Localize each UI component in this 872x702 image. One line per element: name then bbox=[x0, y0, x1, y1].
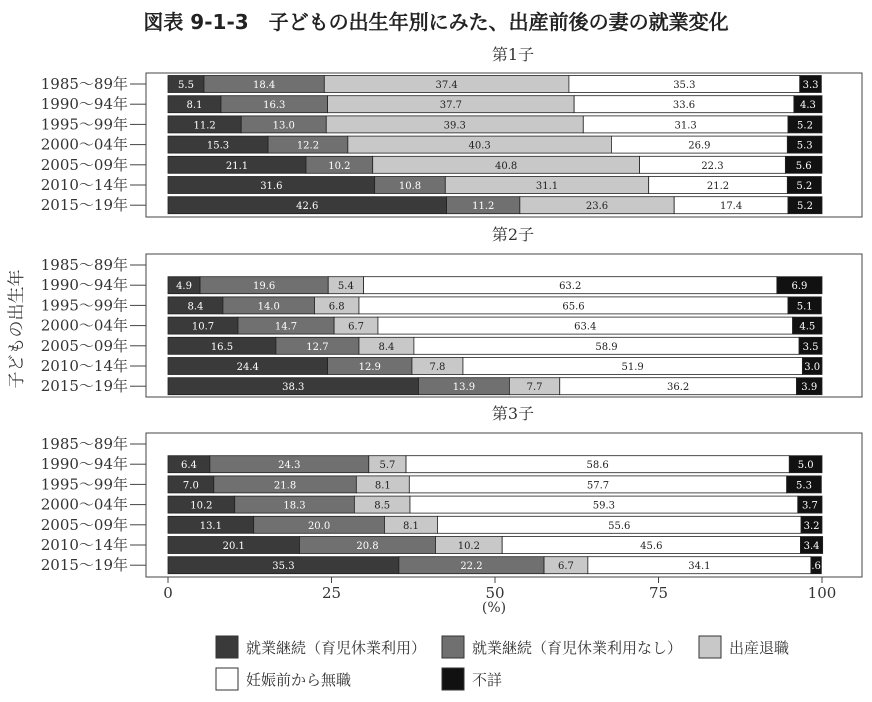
legend-swatch-continued_no_leave bbox=[442, 636, 464, 658]
data-label: 5.4 bbox=[337, 281, 354, 293]
data-label: 31.3 bbox=[674, 120, 697, 132]
data-label: 6.7 bbox=[348, 321, 364, 333]
legend-label: 妊娠前から無職 bbox=[246, 671, 352, 689]
category-label: 1985〜89年 bbox=[40, 256, 128, 274]
data-label: 5.7 bbox=[379, 460, 396, 472]
panel-1 bbox=[41, 45, 862, 217]
data-label: 59.3 bbox=[592, 500, 616, 512]
data-label: 11.2 bbox=[193, 120, 216, 132]
data-label: 24.4 bbox=[236, 362, 259, 373]
data-label: 37.7 bbox=[439, 100, 462, 112]
data-label: 13.1 bbox=[199, 520, 222, 532]
data-label: 42.6 bbox=[296, 201, 319, 213]
data-label: 6.7 bbox=[558, 561, 574, 573]
panel-title: 第3子 bbox=[491, 404, 535, 423]
data-label: 5.0 bbox=[797, 460, 814, 472]
category-label: 1995〜99年 bbox=[40, 296, 128, 315]
data-label: 16.3 bbox=[263, 100, 286, 112]
category-label: 1990〜94年 bbox=[40, 276, 128, 295]
data-label: 20.1 bbox=[222, 541, 245, 552]
data-label: 10.2 bbox=[190, 500, 213, 512]
data-label: 3.3 bbox=[802, 80, 819, 91]
panel-title: 第2子 bbox=[491, 225, 535, 244]
data-label: 10.8 bbox=[398, 181, 422, 192]
data-label: 40.3 bbox=[468, 140, 491, 152]
data-label: 3.5 bbox=[802, 341, 819, 353]
data-label: 33.6 bbox=[672, 100, 696, 112]
data-label: 7.7 bbox=[526, 382, 543, 394]
data-label: 4.3 bbox=[799, 100, 816, 112]
panel-title: 第1子 bbox=[491, 45, 535, 64]
x-axis-title: (%) bbox=[481, 600, 507, 616]
data-label: 8.5 bbox=[374, 500, 391, 512]
data-label: 8.4 bbox=[187, 301, 204, 313]
data-label: 15.3 bbox=[206, 140, 230, 152]
data-label: 20.8 bbox=[356, 541, 379, 552]
data-label: 10.7 bbox=[191, 321, 215, 333]
legend bbox=[216, 636, 789, 690]
legend-swatch-continued_leave bbox=[216, 636, 238, 658]
data-label: 63.4 bbox=[574, 321, 597, 333]
category-label: 1985〜89年 bbox=[40, 435, 128, 453]
data-label: 26.9 bbox=[688, 140, 711, 152]
data-label: 8.1 bbox=[403, 520, 419, 532]
data-label: 23.6 bbox=[585, 201, 609, 213]
data-label: 3.0 bbox=[804, 362, 821, 373]
category-label: 2005〜09年 bbox=[40, 515, 128, 534]
data-label: 16.5 bbox=[210, 341, 234, 353]
data-label: 19.6 bbox=[253, 281, 276, 293]
category-label: 2010〜14年 bbox=[40, 357, 128, 375]
data-label: 8.4 bbox=[378, 341, 395, 353]
chart-title: 図表 9-1-3 子どもの出生年別にみた、出産前後の妻の就業変化 bbox=[143, 10, 729, 34]
x-tick-label: 100 bbox=[807, 584, 837, 602]
y-axis-title: 子どもの出生年 bbox=[7, 269, 27, 389]
legend-swatch-quit_birth bbox=[699, 636, 721, 658]
data-label: 5.2 bbox=[797, 120, 813, 132]
category-label: 1995〜99年 bbox=[40, 475, 128, 494]
data-label: 14.7 bbox=[274, 321, 298, 333]
data-label: 14.0 bbox=[257, 301, 280, 313]
data-label: 5.5 bbox=[178, 80, 194, 91]
data-label: 3.2 bbox=[803, 520, 820, 532]
data-label: 10.2 bbox=[457, 541, 480, 552]
data-label: 5.3 bbox=[796, 480, 812, 492]
data-label: 31.1 bbox=[535, 181, 559, 192]
data-label: 13.0 bbox=[272, 120, 295, 132]
category-label: 2015〜19年 bbox=[40, 556, 128, 575]
data-label: 7.0 bbox=[182, 480, 199, 492]
data-label: 65.6 bbox=[562, 301, 585, 313]
data-label: 12.7 bbox=[306, 341, 329, 353]
category-label: 2005〜09年 bbox=[40, 336, 128, 355]
data-label: 51.9 bbox=[621, 362, 644, 373]
data-label: 3.4 bbox=[803, 541, 820, 552]
data-label: 12.2 bbox=[296, 140, 320, 152]
data-label: 57.7 bbox=[586, 480, 610, 492]
legend-swatch-no_job_before bbox=[216, 668, 238, 690]
data-label: 58.9 bbox=[595, 341, 618, 353]
data-label: 5.2 bbox=[797, 201, 813, 213]
category-label: 2005〜09年 bbox=[40, 155, 128, 174]
data-label: 40.8 bbox=[494, 160, 518, 172]
category-label: 1990〜94年 bbox=[40, 455, 128, 474]
data-label: 11.2 bbox=[472, 201, 495, 213]
category-label: 2010〜14年 bbox=[40, 176, 128, 194]
data-label: 7.8 bbox=[429, 362, 446, 373]
data-label: 22.2 bbox=[460, 561, 483, 573]
legend-swatch-unknown bbox=[442, 668, 464, 690]
data-label: 20.0 bbox=[307, 520, 331, 532]
data-label: 21.8 bbox=[273, 480, 297, 492]
data-label: 18.3 bbox=[283, 500, 306, 512]
data-label: 4.9 bbox=[176, 281, 192, 293]
category-label: 2015〜19年 bbox=[40, 196, 128, 215]
data-label: 4.5 bbox=[799, 321, 816, 333]
data-label: 35.3 bbox=[272, 561, 295, 573]
data-label: 5.3 bbox=[796, 140, 813, 152]
data-label: 6.8 bbox=[328, 301, 345, 313]
data-label: 3.9 bbox=[801, 382, 818, 394]
legend-label: 不詳 bbox=[472, 671, 503, 689]
data-label: 3.7 bbox=[801, 500, 818, 512]
data-label: 5.1 bbox=[796, 301, 813, 313]
data-label: 10.2 bbox=[328, 160, 351, 172]
legend-label: 就業継続（育児休業利用なし） bbox=[472, 639, 683, 657]
data-label: 13.9 bbox=[452, 382, 476, 394]
data-label: 5.6 bbox=[795, 160, 812, 172]
x-tick-label: 0 bbox=[163, 584, 173, 602]
data-label: 35.3 bbox=[673, 80, 696, 91]
x-tick-label: 50 bbox=[485, 584, 505, 602]
data-label: 36.2 bbox=[666, 382, 690, 394]
data-label: 37.4 bbox=[435, 80, 458, 91]
category-label: 1995〜99年 bbox=[40, 115, 128, 134]
data-label: 8.1 bbox=[374, 480, 391, 492]
data-label: 38.3 bbox=[282, 382, 305, 394]
category-label: 2000〜04年 bbox=[40, 316, 128, 335]
data-label: 5.2 bbox=[796, 181, 813, 192]
category-label: 2000〜04年 bbox=[40, 495, 128, 514]
category-label: 2015〜19年 bbox=[40, 377, 128, 396]
panels bbox=[41, 45, 862, 577]
data-label: 45.6 bbox=[640, 541, 663, 552]
data-label: 21.1 bbox=[225, 160, 249, 172]
data-label: 24.3 bbox=[278, 460, 301, 472]
x-tick-label: 25 bbox=[321, 584, 342, 602]
data-label: .6 bbox=[811, 561, 821, 573]
data-label: 17.4 bbox=[719, 201, 743, 213]
legend-label: 出産退職 bbox=[729, 639, 790, 657]
data-label: 63.2 bbox=[559, 281, 582, 293]
category-label: 2010〜14年 bbox=[40, 536, 128, 554]
data-label: 34.1 bbox=[688, 561, 711, 573]
data-label: 12.9 bbox=[358, 362, 381, 373]
panel-3 bbox=[41, 404, 862, 577]
category-label: 2000〜04年 bbox=[40, 135, 128, 154]
data-label: 21.2 bbox=[706, 181, 730, 192]
x-axis bbox=[163, 577, 836, 602]
data-label: 8.1 bbox=[186, 100, 203, 112]
data-label: 6.4 bbox=[180, 460, 197, 472]
panel-2 bbox=[41, 225, 862, 397]
category-label: 1990〜94年 bbox=[40, 95, 128, 114]
data-label: 55.6 bbox=[608, 520, 631, 532]
x-tick-label: 75 bbox=[648, 584, 669, 602]
legend-label: 就業継続（育児休業利用） bbox=[246, 639, 427, 657]
data-label: 22.3 bbox=[701, 160, 724, 172]
data-label: 6.9 bbox=[791, 281, 808, 293]
data-label: 31.6 bbox=[260, 181, 283, 192]
category-label: 1985〜89年 bbox=[40, 75, 128, 93]
data-label: 18.4 bbox=[253, 80, 276, 91]
data-label: 39.3 bbox=[443, 120, 466, 132]
data-label: 58.6 bbox=[586, 460, 609, 472]
